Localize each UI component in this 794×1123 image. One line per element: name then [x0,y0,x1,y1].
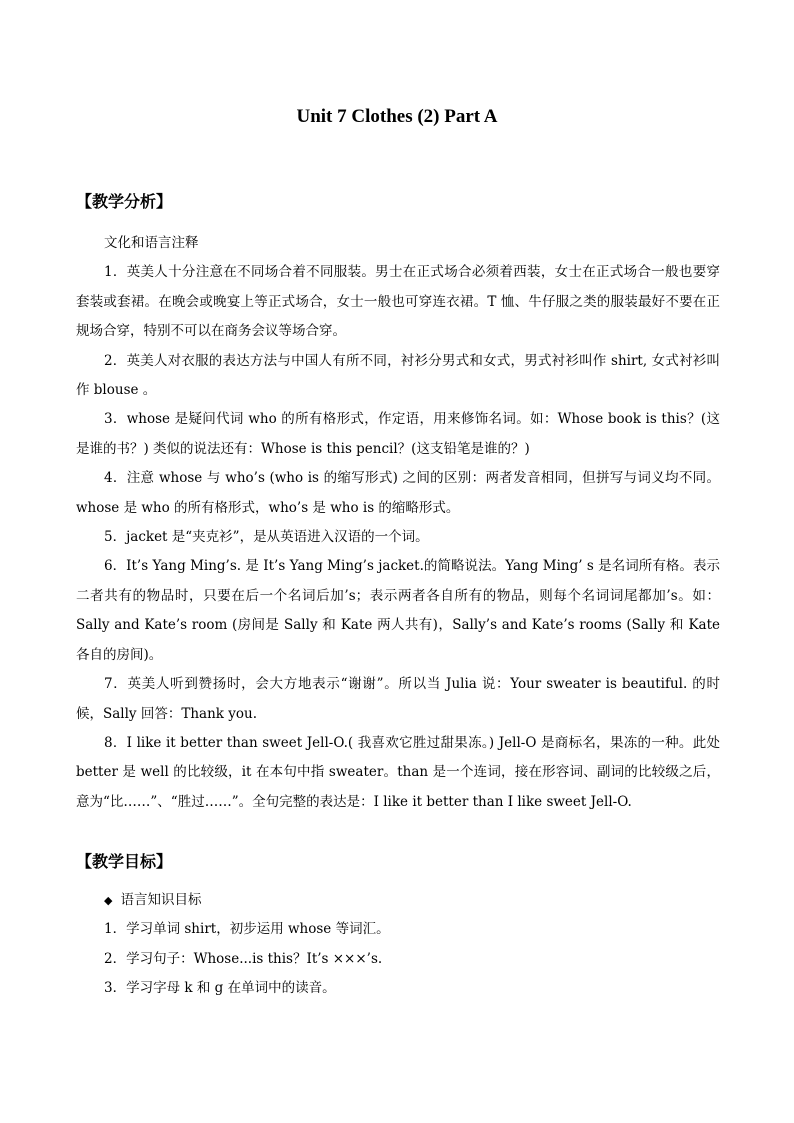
document-title: Unit 7 Clothes (2) Part A [296,106,498,127]
goal-item-1: 1．学习单词 shirt，初步运用 whose 等词汇。 [104,921,390,938]
goal-bullet [76,886,720,915]
note-paragraph-8: 8．I like it better than sweet Jell-O.( 我喜欢它胜过甜果冻。) Jell-O 是商标名，果冻的一种。此处 better 是 well 的比较级，it 在本句中指 sweater。than 是一个连词，接在形容词、副词的比较级之后，意为“比……”、“胜过……”。全句完整的表达是：I like it better than I like sweet Jell-O. [76,734,720,810]
note-paragraph-6: 6．It’s Yang Ming’s. 是 It’s Yang Ming’s jacket.的简略说法。Yang Ming’ s 是名词所有格。表示二者共有的物品时，只要在后一个名词后加’s；表示两者各自所有的物品，则每个名词词尾都加’s。如：Sally and Kate’s room (房间是 Sally 和 Kate 两人共有)，Sally’s and Kate’s rooms (Sally 和 Kate 各自的房间)。 [76,558,720,663]
note-paragraph-7: 7．英美人听到赞扬时，会大方地表示“谢谢”。所以当 Julia 说：Your sweater is beautiful. 的时候，Sally 回答：Thank you. [76,676,720,722]
section-heading-teaching-analysis: 【教学分析】 [76,192,173,211]
section-heading-teaching-goals: 【教学目标】 [76,852,173,871]
note-paragraph-2: 2．英美人对衣服的表达方法与中国人有所不同，衬衫分男式和女式，男式衬衫叫作 shirt, 女式衬衫叫作 blouse 。 [76,352,720,399]
note-paragraph-4: 4．注意 whose 与 who’s (who is 的缩写形式) 之间的区别：两者发音相同，但拼写与词义均不同。whose 是 who 的所有格形式，who’s 是 who is 的缩略形式。 [76,470,720,516]
note-paragraph-3: 3．whose 是疑问代词 who 的所有格形式，作定语，用来修饰名词。如：Whose book is this？(这是谁的书？) 类似的说法还有：Whose is this pencil？(这支铅笔是谁的？) [76,411,720,457]
diamond-bullet-icon: ◆ [104,894,113,907]
goal-item-3: 3．学习字母 k 和 g 在单词中的读音。 [104,980,336,997]
goal-bullet-label: 语言知识目标 [120,892,202,908]
subheading-culture-notes: 文化和语言注释 [104,235,199,251]
note-paragraph-5: 5．jacket 是“夹克衫”，是从英语进入汉语的一个词。 [104,529,429,546]
note-paragraph-1: 1．英美人十分注意在不同场合着不同服装。男士在正式场合必须着西装，女士在正式场合一般也要穿套装或套裙。在晚会或晚宴上等正式场合，女士一般也可穿连衣裙。T 恤、牛仔服之类的服装最好不要在正规场合穿，特别不可以在商务会议等场合穿。 [76,264,720,340]
teaching-goals-body [76,886,720,1004]
goal-item-2: 2．学习句子：Whose...is this？It’s ×××’s. [104,950,383,967]
teaching-analysis-body [76,229,720,817]
